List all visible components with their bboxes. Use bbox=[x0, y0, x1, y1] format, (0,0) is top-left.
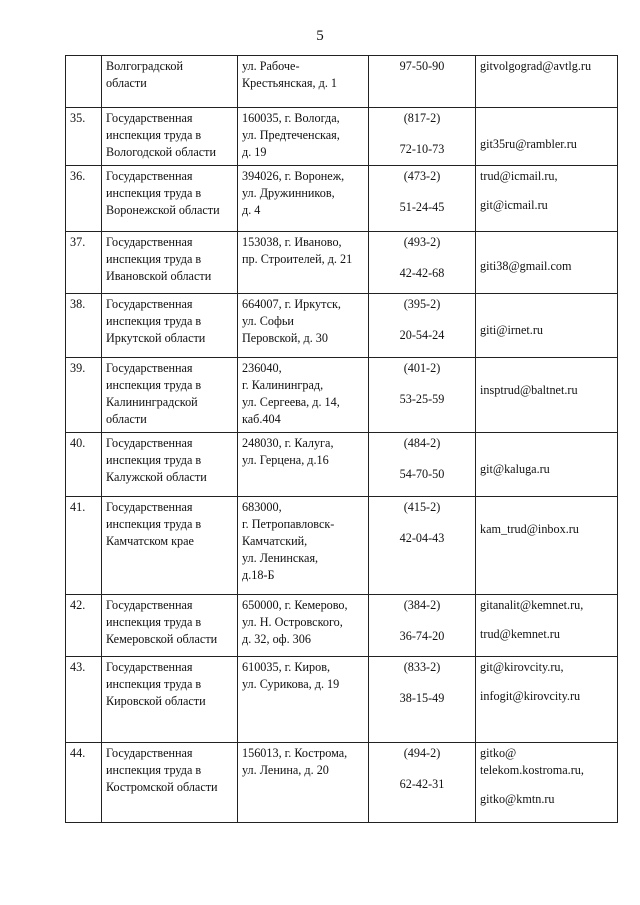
phone-number: 42-04-43 bbox=[399, 531, 445, 545]
address-line: г. Петропавловск- bbox=[242, 517, 335, 531]
email-gap bbox=[480, 614, 613, 626]
email-address: gitko@kmtn.ru bbox=[480, 792, 555, 806]
row-number bbox=[66, 166, 102, 232]
address-line: ул. Сурикова, д. 19 bbox=[242, 677, 340, 691]
inspection-name-line: инспекция труда в bbox=[106, 378, 202, 392]
email-address: gitvolgograd@avtlg.ru bbox=[480, 59, 592, 73]
inspection-name-line: Воронежской области bbox=[106, 203, 220, 217]
inspection-table bbox=[65, 55, 618, 823]
table-row bbox=[66, 743, 618, 823]
phone-code: (833-2) bbox=[403, 660, 441, 674]
row-number-text: 38. bbox=[70, 297, 86, 311]
address-line: 683000, bbox=[242, 500, 282, 514]
email-spacer bbox=[480, 110, 613, 136]
row-number-text: 39. bbox=[70, 361, 86, 375]
address-line: Камчатский, bbox=[242, 534, 308, 548]
inspection-name-line: инспекция труда в bbox=[106, 186, 202, 200]
row-number bbox=[66, 743, 102, 823]
address bbox=[238, 433, 369, 497]
email bbox=[476, 497, 618, 595]
address-line: пр. Строителей, д. 21 bbox=[242, 252, 353, 266]
row-number-text: 37. bbox=[70, 235, 86, 249]
row-number bbox=[66, 232, 102, 294]
email bbox=[476, 657, 618, 743]
address-line: ул. Ленина, д. 20 bbox=[242, 763, 329, 777]
phone-code: (494-2) bbox=[403, 746, 441, 760]
email-address: git@kaluga.ru bbox=[480, 462, 550, 476]
address bbox=[238, 232, 369, 294]
inspection-name-line: Государственная bbox=[106, 297, 193, 311]
email bbox=[476, 358, 618, 433]
inspection-name-line: Государственная bbox=[106, 660, 193, 674]
phone-code: (817-2) bbox=[403, 111, 441, 125]
row-number-text: 36. bbox=[70, 169, 86, 183]
email-address: telekom.kostroma.ru, bbox=[480, 763, 584, 777]
address-line: 610035, г. Киров, bbox=[242, 660, 331, 674]
inspection-name-line: Государственная bbox=[106, 746, 193, 760]
page-number: 5 bbox=[316, 28, 324, 44]
address bbox=[238, 497, 369, 595]
email-address: trud@icmail.ru, bbox=[480, 169, 558, 183]
email-gap bbox=[480, 185, 613, 197]
row-number bbox=[66, 497, 102, 595]
address bbox=[238, 108, 369, 166]
address-line: ул. Предтеченская, bbox=[242, 128, 340, 142]
address-line: ул. Герцена, д.16 bbox=[242, 453, 329, 467]
phone bbox=[369, 595, 476, 657]
phone-number: 20-54-24 bbox=[399, 328, 445, 342]
inspection-name-line: Государственная bbox=[106, 436, 193, 450]
address bbox=[238, 657, 369, 743]
address-line: 160035, г. Вологда, bbox=[242, 111, 340, 125]
address-line: д. 19 bbox=[242, 145, 267, 159]
address-line: 394026, г. Воронеж, bbox=[242, 169, 345, 183]
inspection-name-line: области bbox=[106, 76, 147, 90]
phone bbox=[369, 108, 476, 166]
inspection-name-line: Вологодской области bbox=[106, 145, 216, 159]
inspection-name-line: инспекция труда в bbox=[106, 128, 202, 142]
inspection-name-line: Калининградской bbox=[106, 395, 198, 409]
inspection-name-line: Ивановской области bbox=[106, 269, 212, 283]
row-number bbox=[66, 657, 102, 743]
phone-code: (384-2) bbox=[403, 598, 441, 612]
address-line: ул. Н. Островского, bbox=[242, 615, 343, 629]
inspection-name-line: области bbox=[106, 412, 147, 426]
row-number bbox=[66, 595, 102, 657]
phone-number: 97-50-90 bbox=[399, 59, 445, 73]
email-gap bbox=[480, 779, 613, 791]
email bbox=[476, 166, 618, 232]
inspection-name bbox=[102, 358, 238, 433]
email-address: gitko@ bbox=[480, 746, 517, 760]
inspection-name-line: Государственная bbox=[106, 598, 193, 612]
inspection-name bbox=[102, 595, 238, 657]
email-spacer bbox=[480, 234, 613, 258]
email bbox=[476, 595, 618, 657]
email-gap bbox=[480, 676, 613, 688]
email-address: insptrud@baltnet.ru bbox=[480, 383, 578, 397]
phone-number: 36-74-20 bbox=[399, 629, 445, 643]
inspection-name-line: Калужской области bbox=[106, 470, 207, 484]
row-number-text: 41. bbox=[70, 500, 86, 514]
row-number bbox=[66, 108, 102, 166]
address-line: 236040, bbox=[242, 361, 282, 375]
row-number-text: 42. bbox=[70, 598, 86, 612]
phone-number: 72-10-73 bbox=[399, 142, 445, 156]
email-spacer bbox=[480, 499, 613, 521]
inspection-name-line: Волгоградской bbox=[106, 59, 183, 73]
phone bbox=[369, 497, 476, 595]
phone-number: 51-24-45 bbox=[399, 200, 445, 214]
email bbox=[476, 56, 618, 108]
table-row bbox=[66, 497, 618, 595]
inspection-name-line: Костромской области bbox=[106, 780, 218, 794]
inspection-name bbox=[102, 56, 238, 108]
email-address: kam_trud@inbox.ru bbox=[480, 522, 579, 536]
inspection-name-line: Государственная bbox=[106, 235, 193, 249]
phone-code: (493-2) bbox=[403, 235, 441, 249]
inspection-name-line: Иркутской области bbox=[106, 331, 206, 345]
table-body bbox=[66, 56, 618, 823]
row-number bbox=[66, 433, 102, 497]
phone bbox=[369, 433, 476, 497]
phone-code: (473-2) bbox=[403, 169, 441, 183]
phone bbox=[369, 358, 476, 433]
inspection-name-line: Государственная bbox=[106, 500, 193, 514]
table-row bbox=[66, 108, 618, 166]
inspection-name bbox=[102, 166, 238, 232]
phone bbox=[369, 294, 476, 358]
address bbox=[238, 595, 369, 657]
address-line: каб.404 bbox=[242, 412, 281, 426]
table-row bbox=[66, 294, 618, 358]
table-row bbox=[66, 232, 618, 294]
table-row bbox=[66, 433, 618, 497]
inspection-name-line: инспекция труда в bbox=[106, 252, 202, 266]
phone-number: 54-70-50 bbox=[399, 467, 445, 481]
address-line: д. 4 bbox=[242, 203, 261, 217]
email bbox=[476, 294, 618, 358]
address-line: 650000, г. Кемерово, bbox=[242, 598, 348, 612]
phone-code: (395-2) bbox=[403, 297, 441, 311]
inspection-name-line: инспекция труда в bbox=[106, 615, 202, 629]
inspection-name-line: Кемеровской области bbox=[106, 632, 218, 646]
inspection-name bbox=[102, 657, 238, 743]
table-row bbox=[66, 358, 618, 433]
phone-code: (401-2) bbox=[403, 361, 441, 375]
address-line: 156013, г. Кострома, bbox=[242, 746, 348, 760]
address-line: 664007, г. Иркутск, bbox=[242, 297, 341, 311]
email-address: trud@kemnet.ru bbox=[480, 627, 560, 641]
address-line: ул. Софьи bbox=[242, 314, 294, 328]
row-number bbox=[66, 358, 102, 433]
inspection-name-line: Государственная bbox=[106, 361, 193, 375]
inspection-name bbox=[102, 232, 238, 294]
email-address: git35ru@rambler.ru bbox=[480, 137, 577, 151]
phone bbox=[369, 743, 476, 823]
inspection-name bbox=[102, 497, 238, 595]
email-spacer bbox=[480, 435, 613, 461]
address-line: Крестьянская, д. 1 bbox=[242, 76, 338, 90]
row-number bbox=[66, 294, 102, 358]
inspection-name-line: инспекция труда в bbox=[106, 763, 202, 777]
phone-number: 53-25-59 bbox=[399, 392, 445, 406]
address-line: ул. Дружинников, bbox=[242, 186, 335, 200]
row-number-text: 40. bbox=[70, 436, 86, 450]
inspection-name-line: инспекция труда в bbox=[106, 677, 202, 691]
email-spacer bbox=[480, 296, 613, 322]
table-row bbox=[66, 56, 618, 108]
email-spacer bbox=[480, 360, 613, 382]
row-number-text: 43. bbox=[70, 660, 86, 674]
inspection-name-line: Кировской области bbox=[106, 694, 206, 708]
address bbox=[238, 166, 369, 232]
inspection-name-line: инспекция труда в bbox=[106, 453, 202, 467]
row-number bbox=[66, 56, 102, 108]
address-line: г. Калининград, bbox=[242, 378, 324, 392]
inspection-name bbox=[102, 743, 238, 823]
email bbox=[476, 232, 618, 294]
address-line: ул. Сергеева, д. 14, bbox=[242, 395, 340, 409]
address bbox=[238, 56, 369, 108]
address-line: д.18-Б bbox=[242, 568, 275, 582]
address bbox=[238, 358, 369, 433]
email bbox=[476, 108, 618, 166]
phone bbox=[369, 232, 476, 294]
table-row bbox=[66, 166, 618, 232]
inspection-name bbox=[102, 294, 238, 358]
phone-code: (415-2) bbox=[403, 500, 441, 514]
address-line: ул. Ленинская, bbox=[242, 551, 319, 565]
email bbox=[476, 743, 618, 823]
email-address: giti38@gmail.com bbox=[480, 259, 572, 273]
inspection-name-line: инспекция труда в bbox=[106, 314, 202, 328]
inspection-name-line: Государственная bbox=[106, 111, 193, 125]
email bbox=[476, 433, 618, 497]
phone-number: 38-15-49 bbox=[399, 691, 445, 705]
address-line: ул. Рабоче- bbox=[242, 59, 300, 73]
inspection-name-line: Камчатском крае bbox=[106, 534, 194, 548]
phone-number: 42-42-68 bbox=[399, 266, 445, 280]
address-line: 248030, г. Калуга, bbox=[242, 436, 334, 450]
phone bbox=[369, 657, 476, 743]
phone bbox=[369, 166, 476, 232]
address bbox=[238, 294, 369, 358]
address-line: Перовской, д. 30 bbox=[242, 331, 328, 345]
inspection-name bbox=[102, 433, 238, 497]
email-address: gitanalit@kemnet.ru, bbox=[480, 598, 584, 612]
row-number-text: 44. bbox=[70, 746, 86, 760]
email-address: infogit@kirovcity.ru bbox=[480, 689, 581, 703]
row-number-text: 35. bbox=[70, 111, 86, 125]
table-row bbox=[66, 657, 618, 743]
phone bbox=[369, 56, 476, 108]
email-address: giti@irnet.ru bbox=[480, 323, 544, 337]
email-address: git@kirovcity.ru, bbox=[480, 660, 564, 674]
inspection-name bbox=[102, 108, 238, 166]
table-row bbox=[66, 595, 618, 657]
inspection-name-line: инспекция труда в bbox=[106, 517, 202, 531]
inspection-name-line: Государственная bbox=[106, 169, 193, 183]
address bbox=[238, 743, 369, 823]
phone-number: 62-42-31 bbox=[399, 777, 445, 791]
address-line: 153038, г. Иваново, bbox=[242, 235, 342, 249]
address-line: д. 32, оф. 306 bbox=[242, 632, 311, 646]
email-address: git@icmail.ru bbox=[480, 198, 548, 212]
phone-code: (484-2) bbox=[403, 436, 441, 450]
